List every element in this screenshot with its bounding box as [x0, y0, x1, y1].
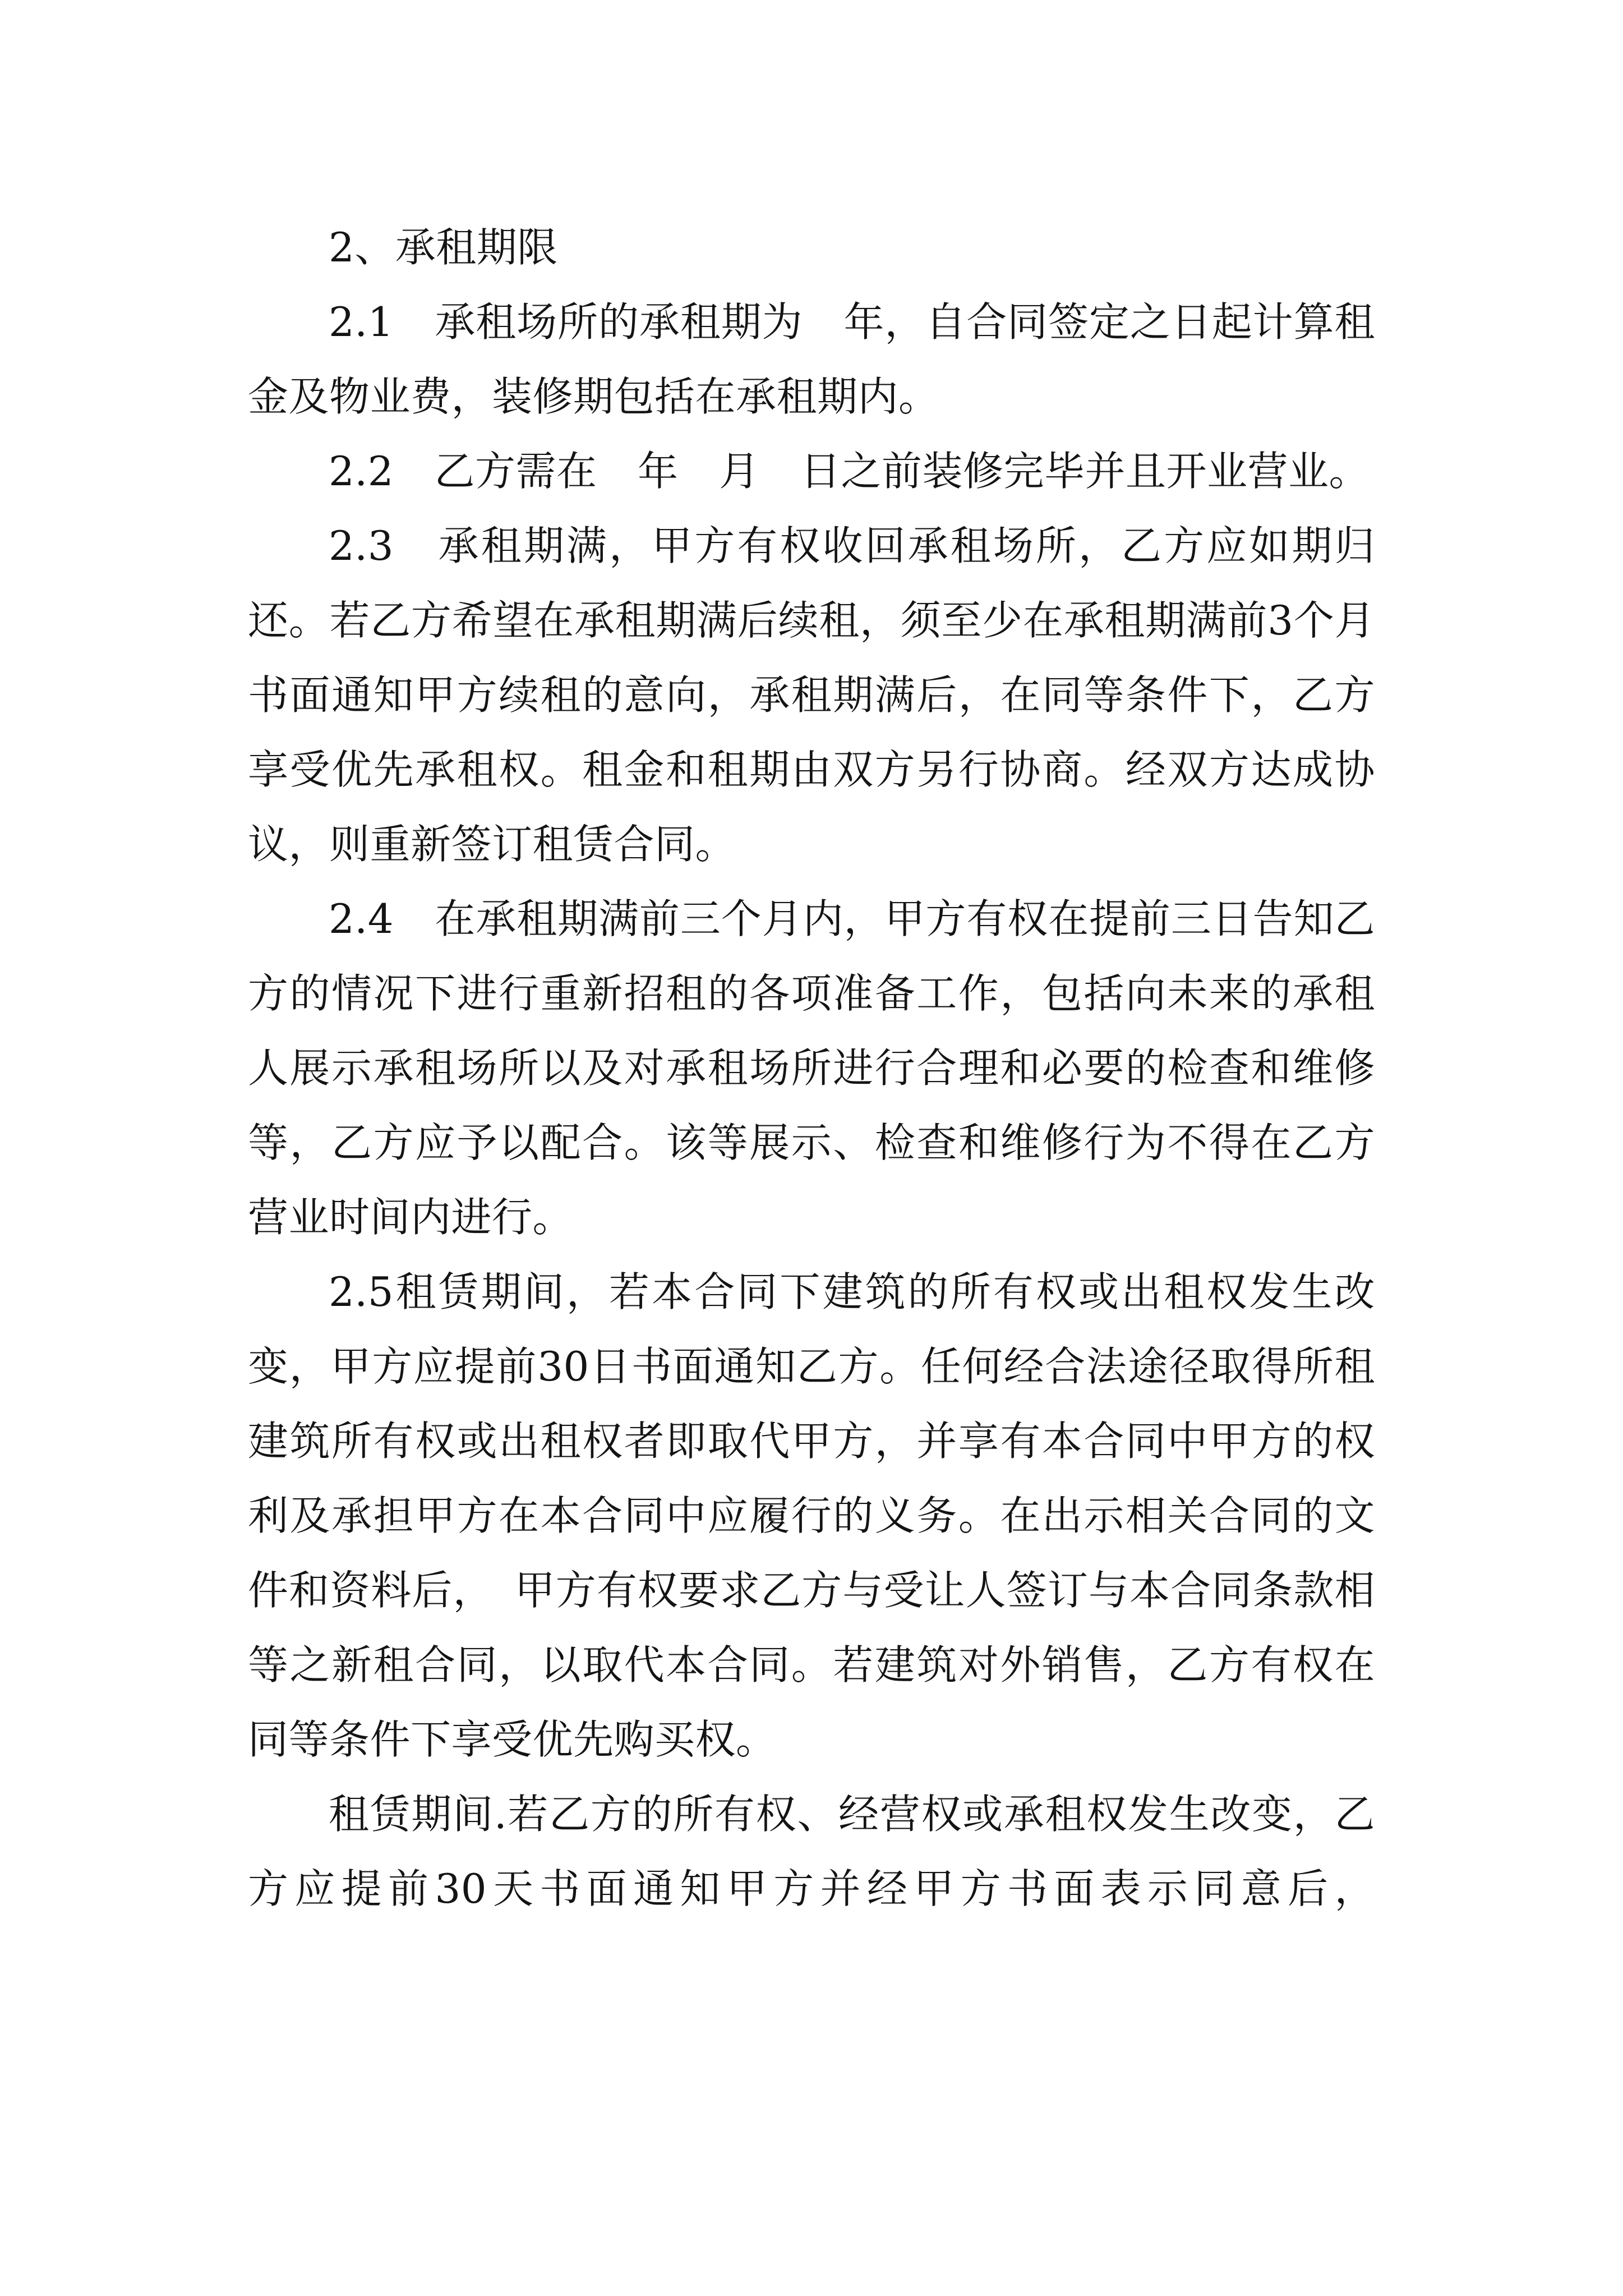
document-body [248, 210, 1375, 1926]
clause-2-4: 2.4 在承租期满前三个月内，甲方有权在提前三日告知乙方的情况下进行重新招租的各项准备工作，包括向未来的承租人展示承租场所以及对承租场所进行合理和必要的检查和维修等，乙方应予以配合。该等展示、检查和维修行为不得在乙方营业时间内进行。 [248, 895, 1375, 1241]
clause-2-2: 2.2 乙方需在 年 月 日之前装修完毕并且开业营业。 [329, 448, 1370, 495]
clause-2-5: 2.5租赁期间，若本合同下建筑的所有权或出租权发生改变，甲方应提前30日书面通知乙方。任何经合法途径取得所租建筑所有权或出租权者即取代甲方，并享有本合同中甲方的权利及承担甲方在本合同中应履行的义务。在出示相关合同的文件和资料后， 甲方有权要求乙方与受让人签订与本合同条款相等之新租合同，以取代本合同。若建筑对外销售，乙方有权在同等条件下享受优先购买权。 [248, 1268, 1375, 1763]
clause-2-3: 2.3 承租期满，甲方有权收回承租场所，乙方应如期归还。若乙方希望在承租期满后续租，须至少在承租期满前3个月书面通知甲方续租的意向，承租期满后，在同等条件下，乙方享受优先承租权。租金和租期由双方另行协商。经双方达成协议，则重新签订租赁合同。 [248, 522, 1375, 868]
section-heading: 2、承租期限 [329, 224, 558, 271]
clause-ownership-change: 租赁期间.若乙方的所有权、经营权或承租权发生改变，乙方应提前30天书面通知甲方并经甲方书面表示同意后， [248, 1791, 1375, 1912]
clause-2-1: 2.1 承租场所的承租期为 年，自合同签定之日起计算租金及物业费，装修期包括在承租期内。 [248, 298, 1375, 420]
